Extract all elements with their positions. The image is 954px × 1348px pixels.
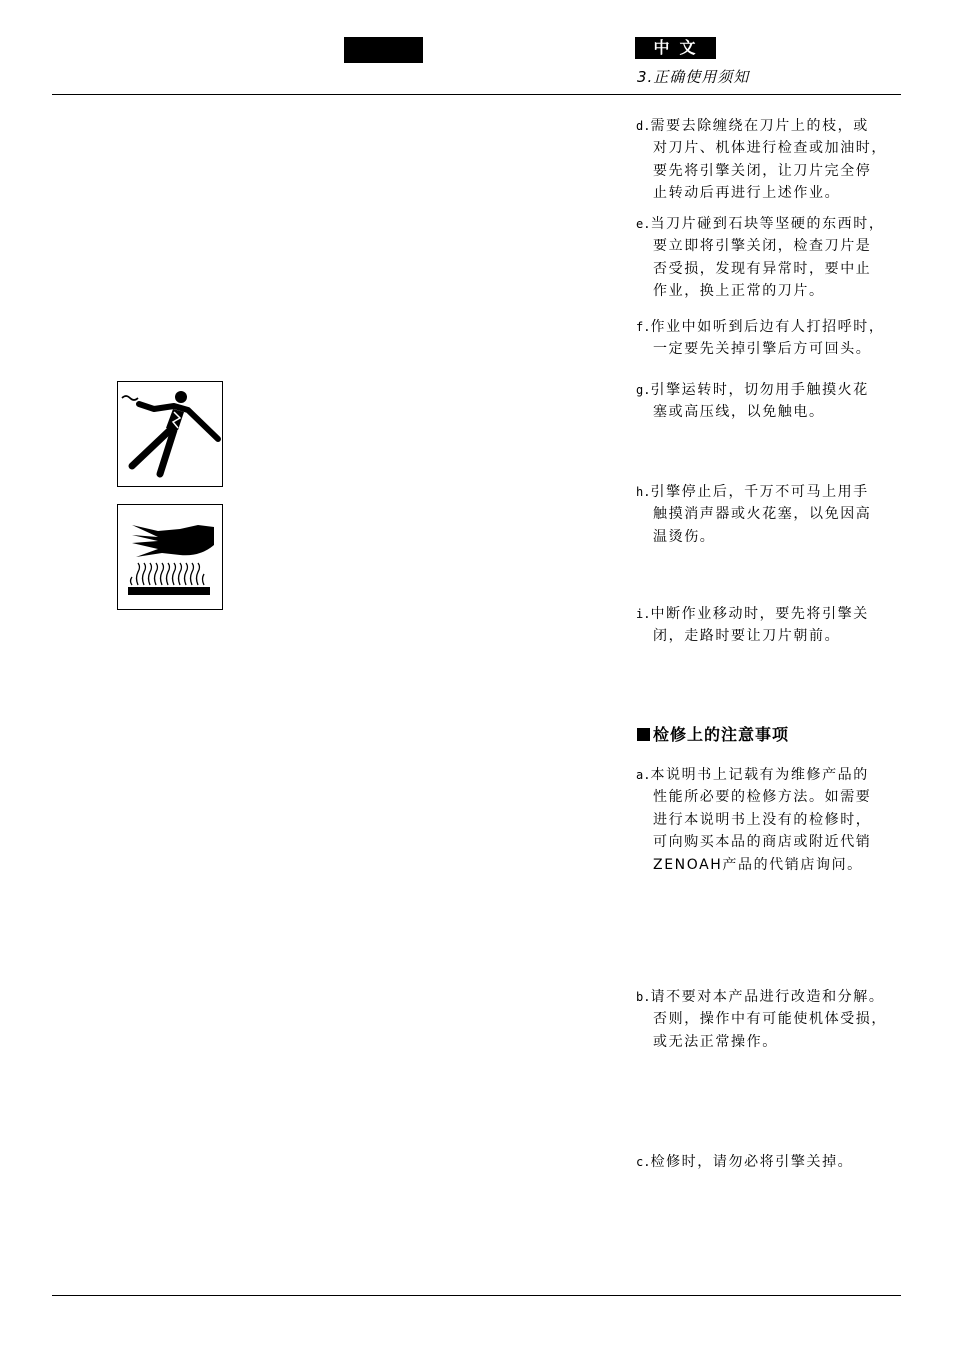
item-line: 否受损，发现有异常时，要中止	[653, 260, 872, 277]
item-line: 检修时，请勿必将引擎关掉。	[650, 1154, 854, 1170]
item-line: 引擎运转时，切勿用手触摸火花	[650, 382, 869, 398]
item-line: 温烫伤。	[653, 528, 716, 545]
item-marker: e	[636, 217, 644, 231]
maintenance-item-a: a.本说明书上记载有为维修产品的 性能所必要的检修方法。如需要 进行本说明书上没有的检修时， 可向购买本品的商店或附近代销 ZENOAH产品的代销店询问。	[636, 764, 902, 876]
item-line: 可向购买本品的商店或附近代销	[653, 834, 872, 851]
item-line: 触摸消声器或火花塞，以免因高	[653, 506, 872, 523]
item-line: ZENOAH产品的代销店询问。	[653, 856, 863, 873]
item-marker: h	[636, 485, 644, 499]
item-marker: g	[636, 383, 644, 397]
item-line: 否则，操作中有可能使机体受损，	[653, 1011, 887, 1028]
item-line: 或无法正常操作。	[653, 1033, 778, 1050]
maintenance-heading: 检修上的注意事项	[637, 722, 789, 745]
item-line: 性能所必要的检修方法。如需要	[653, 789, 872, 806]
caution-item-f: f.作业中如听到后边有人打招呼时， 一定要先关掉引擎后方可回头。	[636, 316, 902, 361]
item-marker: b	[636, 990, 644, 1004]
caution-item-h: h.引擎停止后，千万不可马上用手 触摸消声器或火花塞，以免因高 温烫伤。	[636, 481, 902, 548]
caution-item-d: d.需要去除缠绕在刀片上的枝，或 对刀片、机体进行检查或加油时， 要先将引擎关闭，让刀片完全停 止转动后再进行上述作业。	[636, 115, 902, 205]
item-line: 中断作业移动时，要先将引擎关	[650, 606, 869, 622]
item-line: 一定要先关掉引擎后方可回头。	[653, 341, 872, 358]
caution-item-i: i.中断作业移动时，要先将引擎关 闭，走路时要让刀片朝前。	[636, 603, 902, 648]
header-black-block	[344, 37, 423, 63]
footer-rule	[52, 1295, 901, 1296]
caution-item-e: e.当刀片碰到石块等坚硬的东西时， 要立即将引擎关闭，检查刀片是 否受损，发现有异常时，要中止 作业，换上正常的刀片。	[636, 213, 902, 303]
item-line: 需要去除缠绕在刀片上的枝，或	[650, 118, 869, 134]
item-marker: f	[636, 320, 644, 334]
item-line: 作业中如听到后边有人打招呼时，	[650, 319, 885, 335]
item-line: 引擎停止后，千万不可马上用手	[650, 484, 869, 500]
item-line: 请不要对本产品进行改造和分解。	[650, 989, 885, 1005]
item-marker: i	[636, 607, 644, 621]
maintenance-item-c: c.检修时，请勿必将引擎关掉。	[636, 1154, 854, 1170]
item-line: 进行本说明书上没有的检修时，	[653, 811, 872, 828]
item-marker: a	[636, 768, 644, 782]
language-tab: 中文	[635, 37, 716, 59]
item-line: 本说明书上记载有为维修产品的	[650, 767, 869, 783]
maintenance-item-b: b.请不要对本产品进行改造和分解。 否则，操作中有可能使机体受损， 或无法正常操作。	[636, 986, 902, 1053]
item-line: 要立即将引擎关闭，检查刀片是	[653, 238, 872, 255]
item-line: 要先将引擎关闭，让刀片完全停	[653, 162, 872, 179]
hot-surface-icon	[117, 504, 223, 610]
electric-shock-icon	[117, 381, 223, 487]
item-line: 作业，换上正常的刀片。	[653, 283, 825, 300]
header-rule	[52, 94, 901, 95]
section-title: 3.正确使用须知	[637, 68, 750, 86]
item-line: 闭，走路时要让刀片朝前。	[653, 628, 841, 645]
item-line: 塞或高压线，以免触电。	[653, 404, 825, 421]
item-line: 当刀片碰到石块等坚硬的东西时，	[650, 216, 885, 232]
caution-item-g: g.引擎运转时，切勿用手触摸火花 塞或高压线，以免触电。	[636, 379, 902, 424]
item-marker: c	[636, 1155, 644, 1169]
item-line: 止转动后再进行上述作业。	[653, 185, 841, 202]
item-marker: d	[636, 119, 644, 133]
square-bullet-icon	[637, 728, 650, 741]
item-line: 对刀片、机体进行检查或加油时，	[653, 140, 887, 157]
